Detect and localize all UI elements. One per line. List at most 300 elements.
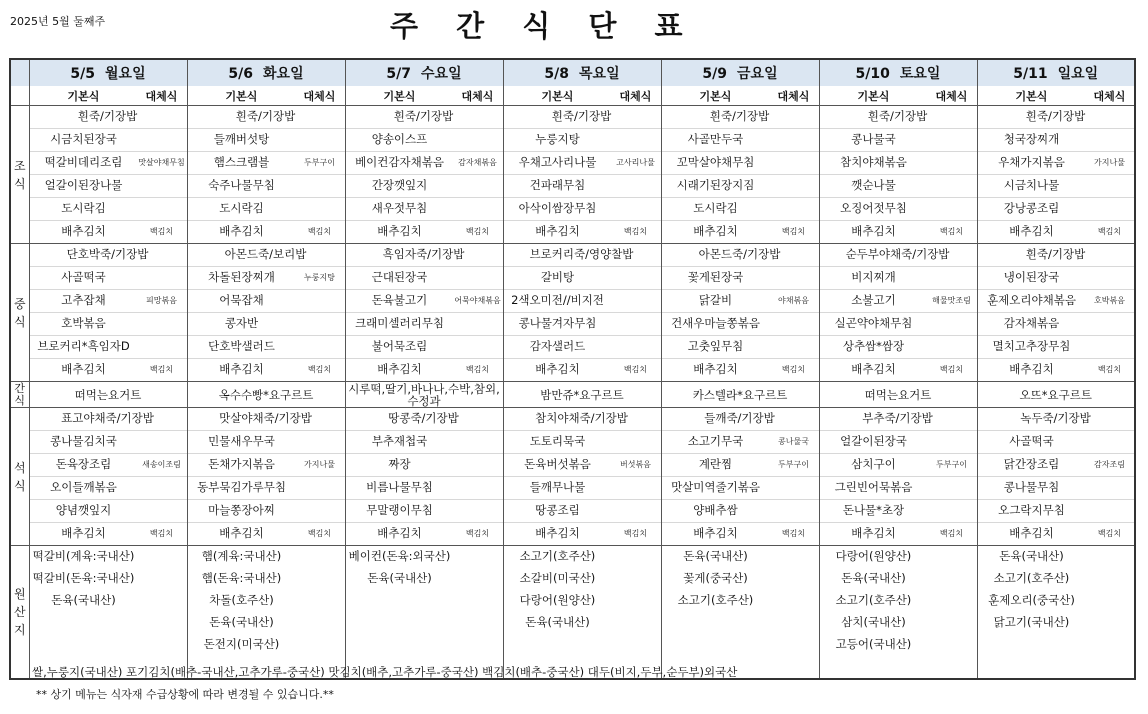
basic-label: 기본식 xyxy=(541,89,574,103)
menu-item: 배추김치 xyxy=(1009,224,1054,238)
menu-item: 실곤약야채무침 xyxy=(834,316,913,330)
section-label-text: 간 식 xyxy=(14,381,26,407)
menu-line xyxy=(346,500,503,523)
origin-item: 훈제오리(중국산) xyxy=(988,593,1075,607)
menu-line xyxy=(30,500,187,523)
menu-item: 단호박죽/기장밥 xyxy=(66,247,149,261)
lunch-day-cell xyxy=(977,244,1135,382)
origin-line xyxy=(188,634,345,656)
alt-menu-item xyxy=(138,267,186,289)
menu-item: 참치야채죽/기장밥 xyxy=(535,411,628,425)
origin-item: 소고기(호주산) xyxy=(519,549,596,563)
origin-item: 돈전지(미국산) xyxy=(203,637,280,651)
alt-menu-item xyxy=(138,477,186,499)
menu-line xyxy=(346,221,503,243)
origin-item: 닭고기(국내산) xyxy=(993,615,1070,629)
menu-line xyxy=(30,198,187,221)
menu-item: 동부묵김가루무침 xyxy=(197,480,286,494)
sub-header-cell xyxy=(661,86,819,106)
menu-item: 녹두죽/기장밥 xyxy=(1020,411,1091,425)
menu-item: 맛살미역줄기볶음 xyxy=(671,480,760,494)
menu-item: 고추잡채 xyxy=(61,293,106,307)
alt-menu-item xyxy=(612,267,660,289)
menu-item: 냉이된장국 xyxy=(1003,270,1060,284)
menu-item: 상추쌈*쌈장 xyxy=(842,339,905,353)
alt-menu-item xyxy=(928,313,976,335)
menu-line xyxy=(978,198,1135,221)
menu-line xyxy=(662,431,819,454)
alt-label: 대체식 xyxy=(461,89,494,103)
origin-item: 돈육(국내산) xyxy=(525,615,590,629)
menu-line xyxy=(504,359,661,381)
alt-menu-item: 백김치 xyxy=(465,227,490,236)
origin-cell xyxy=(819,546,977,680)
origin-line xyxy=(30,590,187,612)
alt-menu-item xyxy=(296,431,344,453)
day-weekday: 화요일 xyxy=(263,66,304,82)
alt-menu-item: 백김치 xyxy=(307,227,332,236)
alt-menu-item xyxy=(770,336,818,358)
origin-line xyxy=(346,634,503,656)
menu-line xyxy=(188,267,345,290)
day-date: 5/10 xyxy=(855,66,890,82)
menu-line xyxy=(504,477,661,500)
menu-item: 숙주나물무침 xyxy=(208,178,275,192)
menu-line xyxy=(662,175,819,198)
origin-footnote: 쌀,누룽지(국내산) 포기김치(배추-국내산,고추가루-중국산) 맛김치(배추,고추가루-중국산) 백김치(배추-중국산) 대두(비지,두부,순두부)외국산 xyxy=(32,665,738,679)
menu-item: 배추김치 xyxy=(535,362,580,376)
menu-line xyxy=(978,175,1135,198)
day-header xyxy=(503,59,661,86)
menu-line xyxy=(188,106,345,129)
alt-menu-item: 해물맛조림 xyxy=(932,296,971,305)
menu-line xyxy=(346,290,503,313)
day-header xyxy=(187,59,345,86)
menu-item: 삼치구이 xyxy=(851,457,896,471)
menu-line xyxy=(662,129,819,152)
menu-item: 배추김치 xyxy=(377,526,422,540)
menu-line xyxy=(504,152,661,175)
menu-line xyxy=(30,290,187,313)
menu-item: 얼갈이된장국 xyxy=(840,434,907,448)
menu-line xyxy=(504,336,661,359)
menu-item: 브로커리*흑임자D xyxy=(37,339,130,353)
origin-cell xyxy=(503,546,661,680)
menu-line xyxy=(504,129,661,152)
menu-line xyxy=(504,198,661,221)
menu-line xyxy=(30,244,187,267)
alt-menu-item xyxy=(770,175,818,197)
alt-menu-item xyxy=(1086,336,1134,358)
menu-line xyxy=(504,313,661,336)
origin-line xyxy=(820,546,977,568)
menu-line xyxy=(188,129,345,152)
snack-item: 시루떡,딸기,바나나,수박,참외,수정과 xyxy=(348,381,500,408)
section-label-text: 조 식 xyxy=(13,158,26,191)
snack-cell xyxy=(345,382,503,408)
menu-line xyxy=(188,500,345,523)
menu-item: 표고야채죽/기장밥 xyxy=(61,411,154,425)
snack-item: 떠먹는요거트 xyxy=(864,387,932,402)
origin-line xyxy=(820,612,977,634)
menu-item: 돈나물*초장 xyxy=(842,503,905,517)
menu-line xyxy=(820,106,977,129)
alt-menu-item xyxy=(296,336,344,358)
menu-line xyxy=(30,152,187,175)
menu-line xyxy=(820,500,977,523)
origin-item: 햄(계육:국내산) xyxy=(201,549,282,563)
menu-line xyxy=(820,523,977,545)
alt-menu-item xyxy=(770,198,818,220)
menu-line xyxy=(30,267,187,290)
section-label-breakfast xyxy=(10,106,29,244)
origin-line xyxy=(978,612,1135,634)
menu-line xyxy=(820,198,977,221)
alt-menu-item xyxy=(612,313,660,335)
menu-line xyxy=(978,431,1135,454)
menu-item: 꼬막살야채무침 xyxy=(676,155,755,169)
menu-item: 땅콩조림 xyxy=(535,503,580,517)
dinner-row xyxy=(10,408,1135,546)
menu-item: 크래미셀러리무침 xyxy=(355,316,444,330)
snack-cell xyxy=(187,382,345,408)
menu-item: 흰죽/기장밥 xyxy=(867,109,928,123)
alt-menu-item: 맛살야채무침 xyxy=(138,158,185,167)
menu-item: 배추김치 xyxy=(693,526,738,540)
menu-item: 소고기무국 xyxy=(687,434,744,448)
origin-item: 베이컨(돈육:외국산) xyxy=(348,549,451,563)
origin-line xyxy=(662,590,819,612)
menu-item: 깻순나물 xyxy=(851,178,896,192)
breakfast-day-cell xyxy=(187,106,345,244)
alt-menu-item: 백김치 xyxy=(939,365,964,374)
origin-item: 햄(돈육:국내산) xyxy=(201,571,282,585)
basic-label: 기본식 xyxy=(383,89,416,103)
alt-menu-item xyxy=(928,129,976,151)
menu-item: 들깨무나물 xyxy=(529,480,586,494)
menu-line xyxy=(978,244,1135,267)
menu-item: 돈육버섯볶음 xyxy=(524,457,591,471)
origin-row xyxy=(10,546,1135,680)
week-label: 2025년 5월 둘째주 xyxy=(10,15,106,28)
menu-item: 흰죽/기장밥 xyxy=(1025,247,1086,261)
day-date: 5/7 xyxy=(386,66,412,82)
origin-item: 돈육(국내산) xyxy=(209,615,274,629)
menu-item: 닭간장조림 xyxy=(1003,457,1060,471)
menu-item: 배추김치 xyxy=(377,362,422,376)
menu-item: 흰죽/기장밥 xyxy=(1025,109,1086,123)
menu-line xyxy=(978,408,1135,431)
menu-item: 고춧잎무침 xyxy=(687,339,744,353)
menu-item: 콩나물김치국 xyxy=(50,434,117,448)
alt-menu-item xyxy=(138,198,186,220)
menu-item: 배추김치 xyxy=(61,526,106,540)
menu-item: 배추김치 xyxy=(377,224,422,238)
origin-line xyxy=(504,546,661,568)
alt-menu-item: 백김치 xyxy=(623,529,648,538)
origin-line xyxy=(188,612,345,634)
basic-label: 기본식 xyxy=(857,89,890,103)
snack-item: 떠먹는요거트 xyxy=(74,387,142,402)
menu-item: 소불고기 xyxy=(851,293,896,307)
menu-item: 꽃게된장국 xyxy=(687,270,744,284)
snack-cell xyxy=(661,382,819,408)
origin-line xyxy=(504,590,661,612)
menu-line xyxy=(662,198,819,221)
menu-line xyxy=(662,267,819,290)
alt-label: 대체식 xyxy=(1093,89,1126,103)
origin-line xyxy=(188,568,345,590)
menu-item: 아몬드죽/기장밥 xyxy=(698,247,781,261)
menu-item: 배추김치 xyxy=(535,224,580,238)
menu-line xyxy=(346,152,503,175)
menu-line xyxy=(820,336,977,359)
menu-item: 돈육장조림 xyxy=(55,457,112,471)
menu-item: 돈육불고기 xyxy=(371,293,428,307)
menu-item: 감자채볶음 xyxy=(1003,316,1060,330)
alt-menu-item xyxy=(770,313,818,335)
origin-line xyxy=(30,568,187,590)
menu-item: 오징어젓무침 xyxy=(840,201,907,215)
menu-line xyxy=(978,106,1135,129)
menu-line xyxy=(188,313,345,336)
menu-item: 배추김치 xyxy=(693,362,738,376)
alt-label: 대체식 xyxy=(935,89,968,103)
origin-item: 소고기(호주산) xyxy=(835,593,912,607)
snack-cell xyxy=(29,382,187,408)
menu-item: 흰죽/기장밥 xyxy=(393,109,454,123)
menu-item: 흰죽/기장밥 xyxy=(77,109,138,123)
alt-menu-item xyxy=(296,175,344,197)
alt-menu-item xyxy=(612,431,660,453)
day-weekday: 금요일 xyxy=(737,66,778,82)
snack-row xyxy=(10,382,1135,408)
menu-item: 계란찜 xyxy=(698,457,733,471)
alt-menu-item xyxy=(296,500,344,522)
menu-line xyxy=(820,129,977,152)
basic-label: 기본식 xyxy=(699,89,732,103)
alt-menu-item: 백김치 xyxy=(623,365,648,374)
alt-menu-item: 백김치 xyxy=(781,227,806,236)
alt-menu-item xyxy=(928,500,976,522)
origin-item: 돈육(국내산) xyxy=(999,549,1064,563)
menu-item: 양송이스프 xyxy=(371,132,428,146)
menu-item: 맛살야채죽/기장밥 xyxy=(219,411,312,425)
dinner-day-cell xyxy=(661,408,819,546)
day-header xyxy=(819,59,977,86)
menu-item: 콩자반 xyxy=(224,316,259,330)
alt-menu-item xyxy=(928,336,976,358)
menu-line xyxy=(346,477,503,500)
origin-cell xyxy=(29,546,187,680)
alt-menu-item xyxy=(770,477,818,499)
alt-menu-item: 백김치 xyxy=(307,365,332,374)
breakfast-day-cell xyxy=(977,106,1135,244)
sub-header-cell xyxy=(345,86,503,106)
menu-item: 도시락김 xyxy=(61,201,106,215)
basic-label: 기본식 xyxy=(225,89,258,103)
menu-line xyxy=(978,267,1135,290)
menu-line xyxy=(820,359,977,381)
section-label-origin xyxy=(10,546,29,680)
menu-line xyxy=(346,198,503,221)
menu-line xyxy=(662,500,819,523)
menu-item: 사골떡국 xyxy=(1009,434,1054,448)
menu-line xyxy=(820,175,977,198)
corner-cell-2 xyxy=(10,86,29,106)
menu-item: 돈채가지볶음 xyxy=(208,457,275,471)
menu-line xyxy=(662,408,819,431)
menu-item: 배추김치 xyxy=(61,224,106,238)
alt-menu-item: 감자조림 xyxy=(1094,460,1125,469)
day-date: 5/9 xyxy=(702,66,728,82)
alt-menu-item xyxy=(1086,500,1134,522)
alt-menu-item xyxy=(296,290,344,312)
menu-line xyxy=(504,454,661,477)
day-header xyxy=(29,59,187,86)
dinner-day-cell xyxy=(187,408,345,546)
alt-menu-item xyxy=(770,152,818,174)
menu-item: 오이들깨볶음 xyxy=(50,480,117,494)
alt-menu-item xyxy=(296,198,344,220)
menu-item: 건새우마늘쫑볶음 xyxy=(671,316,760,330)
origin-line xyxy=(346,568,503,590)
origin-item: 고등어(국내산) xyxy=(835,637,912,651)
alt-menu-item: 백김치 xyxy=(465,365,490,374)
menu-item: 아삭이쌈장무침 xyxy=(518,201,597,215)
origin-line xyxy=(662,568,819,590)
lunch-day-cell xyxy=(345,244,503,382)
alt-menu-item xyxy=(454,198,502,220)
day-weekday: 일요일 xyxy=(1057,66,1099,82)
menu-line xyxy=(188,523,345,545)
alt-menu-item xyxy=(1086,477,1134,499)
menu-line xyxy=(346,336,503,359)
menu-line xyxy=(30,408,187,431)
alt-menu-item: 새송이조림 xyxy=(142,460,181,469)
menu-item: 배추김치 xyxy=(1009,526,1054,540)
origin-item: 꽃게(중국산) xyxy=(683,571,748,585)
alt-menu-item: 콩나물국 xyxy=(778,437,809,446)
day-weekday: 목요일 xyxy=(579,66,620,82)
alt-menu-item xyxy=(928,175,976,197)
menu-item: 근대된장국 xyxy=(371,270,428,284)
menu-item: 배추김치 xyxy=(61,362,106,376)
alt-menu-item: 백김치 xyxy=(1097,227,1122,236)
alt-menu-item xyxy=(454,431,502,453)
menu-line xyxy=(978,313,1135,336)
day-header xyxy=(345,59,503,86)
menu-line xyxy=(978,500,1135,523)
day-weekday: 토요일 xyxy=(899,66,941,82)
alt-menu-item: 백김치 xyxy=(465,529,490,538)
origin-line xyxy=(188,590,345,612)
menu-item: 도시락김 xyxy=(693,201,738,215)
menu-line xyxy=(188,244,345,267)
menu-item: 짜장 xyxy=(388,457,411,471)
menu-item: 사골떡국 xyxy=(61,270,106,284)
menu-item: 땅콩죽/기장밥 xyxy=(388,411,459,425)
origin-item: 소갈비(미국산) xyxy=(519,571,596,585)
menu-line xyxy=(504,408,661,431)
menu-line xyxy=(504,523,661,545)
menu-line xyxy=(346,408,503,431)
origin-line xyxy=(30,634,187,656)
menu-item: 떡갈비데리조림 xyxy=(44,155,123,169)
menu-item: 비지찌개 xyxy=(851,270,896,284)
menu-line xyxy=(188,175,345,198)
alt-menu-item xyxy=(612,129,660,151)
alt-menu-item xyxy=(928,477,976,499)
day-date: 5/8 xyxy=(544,66,570,82)
origin-item: 돈육(국내산) xyxy=(683,549,748,563)
menu-line xyxy=(820,152,977,175)
breakfast-row xyxy=(10,106,1135,244)
menu-line xyxy=(662,152,819,175)
day-weekday: 월요일 xyxy=(105,66,146,82)
menu-item: 부추재첩국 xyxy=(371,434,428,448)
menu-item: 도토리묵국 xyxy=(529,434,586,448)
menu-item: 배추김치 xyxy=(1009,362,1054,376)
origin-cell xyxy=(661,546,819,680)
menu-item: 흰죽/기장밥 xyxy=(551,109,612,123)
menu-line xyxy=(820,244,977,267)
menu-line xyxy=(978,336,1135,359)
alt-menu-item xyxy=(138,500,186,522)
day-date: 5/6 xyxy=(228,66,254,82)
lunch-day-cell xyxy=(819,244,977,382)
alt-label: 대체식 xyxy=(145,89,178,103)
alt-menu-item xyxy=(138,129,186,151)
menu-line xyxy=(662,313,819,336)
menu-line xyxy=(820,431,977,454)
origin-line xyxy=(504,634,661,656)
alt-menu-item: 백김치 xyxy=(1097,365,1122,374)
alt-menu-item: 백김치 xyxy=(939,227,964,236)
alt-menu-item: 감자채볶음 xyxy=(458,158,497,167)
lunch-row xyxy=(10,244,1135,382)
origin-line xyxy=(30,612,187,634)
menu-line xyxy=(188,477,345,500)
menu-item: 누룽지탕 xyxy=(535,132,580,146)
origin-item: 돈육(국내산) xyxy=(841,571,906,585)
alt-menu-item: 피망볶음 xyxy=(146,296,177,305)
menu-item: 우채가지볶음 xyxy=(998,155,1065,169)
page-title: 주 간 식 단 표 xyxy=(390,9,697,43)
alt-menu-item xyxy=(1086,267,1134,289)
menu-item: 민물새우무국 xyxy=(208,434,275,448)
menu-line xyxy=(978,290,1135,313)
origin-line xyxy=(346,546,503,568)
alt-menu-item xyxy=(612,198,660,220)
menu-item: 강낭콩조림 xyxy=(1003,201,1060,215)
menu-item: 브로커리죽/영양찰밥 xyxy=(529,247,634,261)
alt-menu-item xyxy=(928,267,976,289)
menu-item: 햄스크램블 xyxy=(213,155,270,169)
alt-menu-item xyxy=(928,431,976,453)
menu-line xyxy=(30,431,187,454)
lunch-day-cell xyxy=(503,244,661,382)
alt-menu-item xyxy=(1086,431,1134,453)
menu-line xyxy=(346,454,503,477)
alt-menu-item xyxy=(454,175,502,197)
menu-item: 배추김치 xyxy=(219,362,264,376)
menu-item: 배추김치 xyxy=(851,526,896,540)
menu-line xyxy=(188,431,345,454)
origin-line xyxy=(978,546,1135,568)
day-header xyxy=(977,59,1135,86)
origin-item: 돈육(국내산) xyxy=(51,593,116,607)
